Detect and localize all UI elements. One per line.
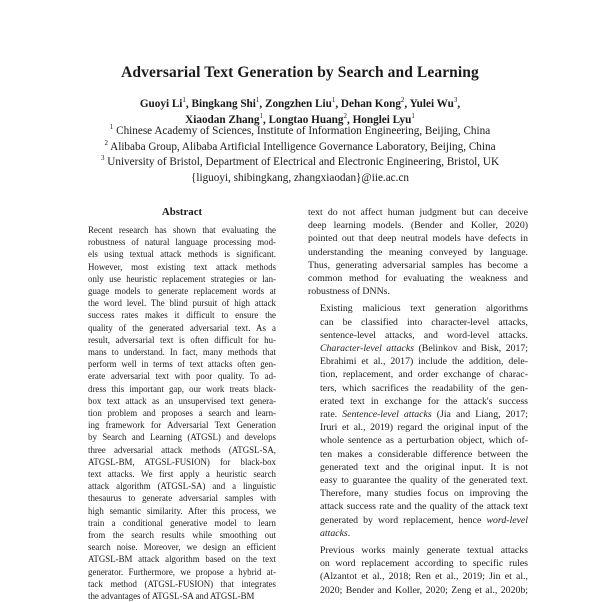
body-line: sentence-level attacks, and word-level attacks. [320,329,528,341]
affil-number: 3 [100,154,105,162]
abstract-heading: Abstract [161,206,203,218]
abstract-line: tion problem and proposes a search and learn- [88,408,276,419]
abstract-line: box text attack as an unsupervised text genera- [88,395,276,406]
body-line: Existing malicious text generation algorithms [320,303,528,315]
body-line: common method for evaluating the weakness and [308,273,528,285]
body-line: easy to guarantee the quality of the generated text. [320,475,528,487]
affiliation-list [0,124,600,186]
body-line: text do not affect human judgment but can deceive [308,207,528,218]
abstract-line: from the search results while smoothing out [88,530,276,541]
body-text: (Belinkov and Bisk, 2017; [414,343,529,355]
abstract-line: erate adversarial text with poor quality. To ad- [88,371,276,382]
body-text: (Jia and Liang, 2017; [431,409,528,421]
body-line: attack success rate and the quality of the attack text [320,501,528,513]
body-line: Thus, generating adversarial samples has become a [308,259,528,271]
body-line [308,527,528,540]
author-name: Honglei Lyu [352,114,412,126]
body-line: on word replacement according to specific rules [320,558,528,570]
affil-number: 1 [109,123,114,131]
italic-term: word-level [486,514,528,526]
abstract-line: perform well in terms of text attacks often gen- [88,359,276,370]
abstract-line: only use heuristic replacement strategies or lan- [88,273,276,284]
body-paragraph [308,544,528,597]
affil-text: Chinese Academy of Sciences, Institute of Information Engineering, Beijing, China [116,125,491,137]
body-paragraph [308,206,528,298]
abstract-line: quality of the generated adversarial text. As a [88,322,276,333]
body-line: whole sentence as a perturbation object, which of- [320,435,528,447]
abstract-line: attack algorithm (ATGSL-SA) and a linguistic [88,481,276,492]
author-affil-mark: 3 [453,96,458,104]
body-line: Previous works mainly generate textual attacks [320,545,528,557]
affil-text: University of Bristol, Department of Electrical and Electronic Engineering, Bristol, UK [107,156,500,168]
abstract-line: guage models to generate replacement words at [88,286,276,297]
body-line: deep learning models. (Bender and Koller, 2020) [308,220,528,232]
body-line [308,408,528,421]
author-affil-mark: 1 [255,96,260,104]
author-email[interactable]: {liguoyi, shibingkang, zhangxiaodan}@iie.ac.cn [190,171,409,184]
abstract-body [88,224,276,602]
author-affil-mark: 1 [182,96,186,104]
author-affil-mark: 2 [343,112,347,120]
body-line [308,342,528,355]
italic-term: attacks [320,527,348,539]
author-line-2: Xiaodan Zhang$^1$, Longtao Huang$^2$, Honglei Lyu$^1$ [185,112,415,126]
body-text: . [347,527,351,539]
abstract-line: the word level. The blind pursuit of high attack [88,298,276,309]
body-line: 2020; Bender and Koller, 2020; Zeng et al., 2020b; [320,584,528,596]
body-line [308,514,528,527]
body-text: rate. [320,409,343,421]
author-affil-mark: 1 [259,112,263,120]
abstract-line: ing framework for Adversarial Text Generation [88,420,276,431]
abstract-line: ATGSL-BM attack algorithm based on the text [88,554,276,565]
body-line: (Alzantot et al., 2018; Ren et al., 2019; Jin et al., [320,571,528,583]
author-affil-mark: 1 [331,96,336,104]
abstract-line: thesaurus to generate adversarial samples with [88,493,276,504]
abstract-line: ATGSL-BM, ATGSL-FUSION) for black-box [88,456,276,467]
body-line: understanding the meaning conveyed by language. [308,246,528,258]
author-name: Bingkang Shi [191,98,256,110]
author-affil-mark: 1 [411,112,415,120]
body-line: Ebrahimi et al., 2017) include the addition, dele- [320,356,528,368]
body-line: ten makes a considerable difference between the [320,448,528,460]
body-line: can be classified into character-level attacks, [320,316,528,328]
abstract-line: result, adversarial text is often difficult for hu- [88,334,276,345]
abstract-line: mans to understand. In fact, many methods that [88,347,276,358]
abstract-line: tack method (ATGSL-FUSION) that integrates [88,578,276,589]
author-line-1: Guoyi Li$^1$, Bingkang Shi$^1$, Zongzhen Liu$^1$, Dehan Kong$^2$, Yulei Wu$^3$, [139,96,461,110]
abstract-line: robustness of natural language processing mod- [88,237,276,248]
body-line: Therefore, many studies focus on improving the [320,488,528,500]
italic-term: Sentence-level attacks [342,409,432,421]
abstract-line: However, most existing text attack methods [88,261,276,272]
abstract-line: success rates makes it difficult to ensure the [88,310,276,321]
body-line: generated text and the original input. It is not [320,461,528,473]
affiliation-line [0,124,600,140]
body-line: tion, replacement, and order exchange of charac- [320,369,528,381]
body-line: Iruri et al., 2019) regard the original input of the [320,422,528,434]
abstract-line: train a conditional generative model to learn [88,517,276,528]
author-name: Longtao Huang [268,114,344,126]
abstract-line: generator. Furthermore, we propose a hybrid at- [88,566,276,577]
abstract-line: the advantages of ATGSL-SA and ATGSL-BM [88,591,255,602]
affil-number: 2 [104,138,108,147]
paper-title: Adversarial Text Generation by Search and Learning [121,64,479,81]
author-name: Zongzhen Liu [264,98,332,110]
affiliation-line [0,140,600,156]
author-name: Guoyi Li [139,98,183,110]
body-line: pointed out that deep neutral models have defects in [308,233,528,245]
body-line: erated text in exchange for the attack's success [320,395,528,407]
abstract-line: three adversarial attack methods (ATGSL-SA, [88,444,276,455]
author-name: Xiaodan Zhang [185,114,260,126]
italic-term: Character-level attacks [320,343,415,355]
abstract-line: search noise. Moreover, we design an efficient [88,542,276,553]
author-name: Dehan Kong [340,98,401,110]
abstract-line: by Search and Learning (ATGSL) and develops [88,432,276,443]
abstract-line: high semantic similarity. After this process, we [88,505,276,516]
body-line: robustness of DNNs. [308,286,390,298]
body-text: generated by word replacement, hence [320,514,487,526]
abstract-line: text attacks. We first apply a heuristic search [88,469,276,480]
body-column-right [308,206,528,601]
affiliation-line [0,155,600,171]
abstract-line: dress this important gap, our work treats black- [88,383,276,394]
abstract-line: Recent research has shown that evaluating the [88,225,276,235]
author-affil-mark: 2 [400,96,405,104]
author-name: Yulei Wu [409,98,454,110]
body-line: ters, which sacrifices the readability of the gen- [320,382,528,394]
body-paragraph [308,302,528,540]
affil-text: Alibaba Group, Alibaba Artificial Intelligence Governance Laboratory, Beijing, China [110,140,496,153]
abstract-line: els using textual attack methods is significant. [88,249,276,260]
